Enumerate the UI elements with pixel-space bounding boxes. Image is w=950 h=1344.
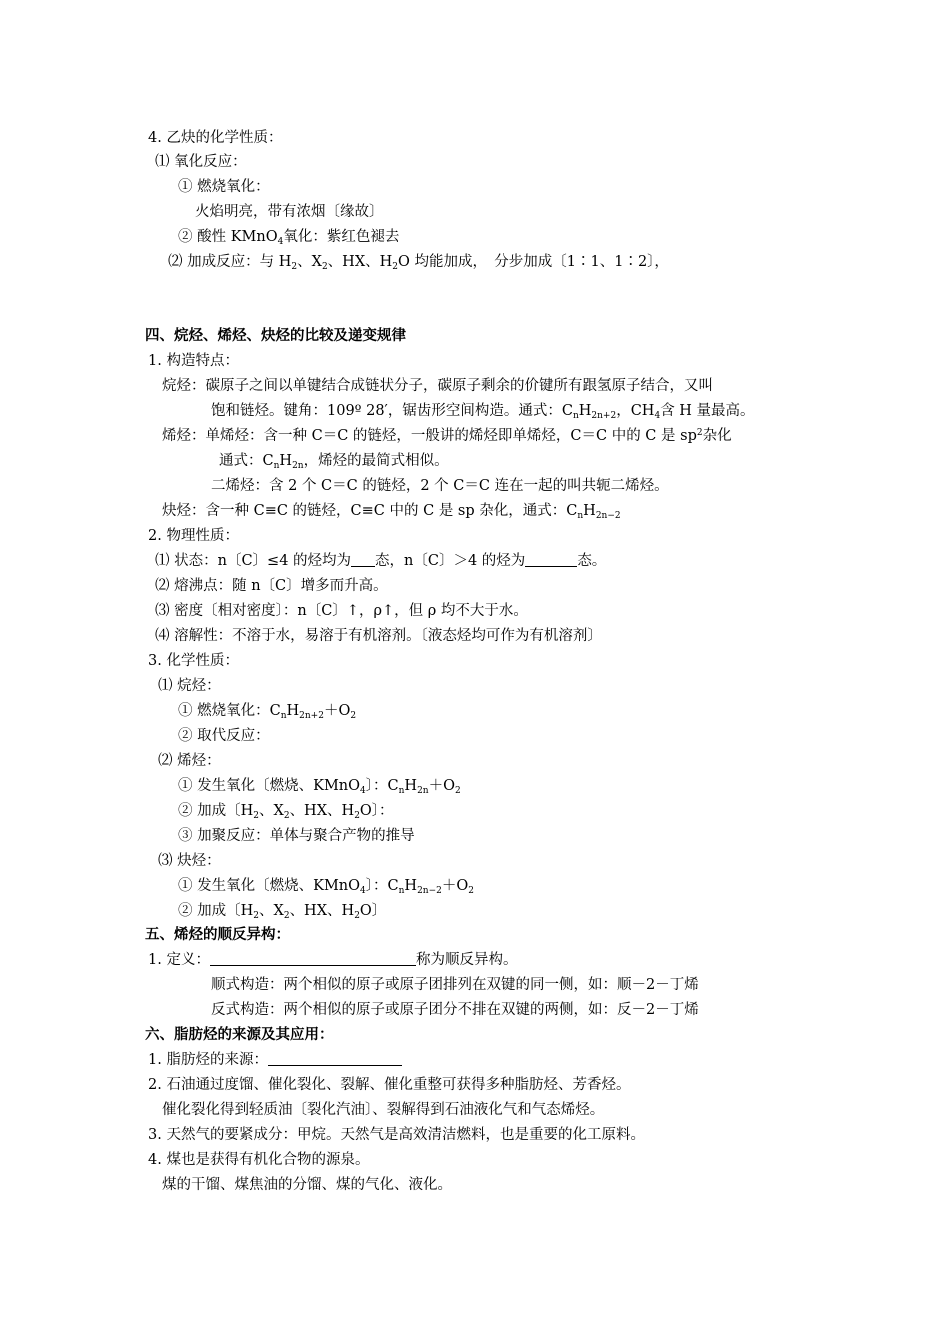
text: ，烯烃的最简式相似。 bbox=[303, 453, 449, 469]
alkane-heading: ⑴ 烷烃： bbox=[158, 678, 221, 694]
text: 称为顺反异构。 bbox=[415, 952, 518, 968]
definition-line bbox=[148, 950, 517, 970]
subscript: n bbox=[572, 411, 579, 421]
section-4-title: 四、烷烃、烯烃、炔烃的比较及递变规律 bbox=[145, 327, 406, 344]
subscript: 2 bbox=[392, 262, 399, 272]
alkene-addition bbox=[178, 801, 394, 821]
text: H bbox=[279, 453, 293, 469]
structure-heading: 1. 构造特点： bbox=[148, 353, 239, 369]
text: 、X bbox=[259, 903, 284, 919]
subscript: n bbox=[398, 886, 405, 896]
text: 〕：C bbox=[365, 778, 399, 794]
text: 烯烃：单烯烃：含一种 C＝C 的链烃，一般讲的烯烃即单烯烃，C＝C 中的 C 是 sp bbox=[162, 428, 697, 444]
text: ⑴ 状态：n〔C〕≤4 的烃均为 bbox=[155, 553, 352, 569]
text: ① 燃烧氧化：C bbox=[178, 703, 281, 719]
alkene-description-line1 bbox=[162, 426, 732, 446]
superscript: 2 bbox=[696, 428, 703, 438]
chemical-properties-heading: 3. 化学性质： bbox=[148, 653, 239, 669]
subscript: 2n bbox=[292, 461, 304, 471]
trans-structure: 反式构造：两个相似的原子或原子团分不排在双键的两侧，如：反－2－丁烯 bbox=[211, 1002, 699, 1018]
text: 杂化 bbox=[702, 428, 732, 444]
text: ① 发生氧化〔燃烧、KMnO bbox=[178, 778, 361, 794]
alkane-description-line2 bbox=[211, 401, 755, 421]
fill-blank[interactable] bbox=[525, 552, 577, 567]
source-line bbox=[148, 1050, 402, 1070]
text: 、HX、H bbox=[289, 903, 355, 919]
text: 、X bbox=[259, 803, 284, 819]
alkene-formula-line bbox=[219, 451, 449, 471]
boiling-point-line: ⑵ 熔沸点：随 n〔C〕增多而升高。 bbox=[155, 578, 388, 594]
cis-structure: 顺式构造：两个相似的原子或原子团排列在双键的同一侧，如：顺－2－丁烯 bbox=[211, 977, 699, 993]
subscript: n bbox=[273, 461, 280, 471]
text: H bbox=[404, 878, 418, 894]
solubility-line: ⑷ 溶解性：不溶于水，易溶于有机溶剂。〔液态烃均可作为有机溶剂〕 bbox=[155, 628, 602, 644]
text: ② 酸性 KMnO bbox=[178, 229, 278, 245]
section-5-title: 五、烯烃的顺反异构： bbox=[145, 926, 290, 943]
text: 〕：C bbox=[365, 878, 399, 894]
text: H bbox=[286, 703, 300, 719]
substitution-reaction: ② 取代反应： bbox=[178, 728, 270, 744]
text: 炔烃：含一种 C≡C 的链烃，C≡C 中的 C 是 sp 杂化，通式：C bbox=[162, 503, 578, 519]
addition-reaction-line bbox=[168, 252, 669, 272]
alkyne-description bbox=[162, 501, 621, 521]
coal-line2: 煤的干馏、煤焦油的分馏、煤的气化、液化。 bbox=[162, 1177, 452, 1193]
petroleum-line2: 催化裂化得到轻质油〔裂化汽油〕、裂解得到石油液化气和气态烯烃。 bbox=[162, 1102, 605, 1118]
fill-blank[interactable] bbox=[268, 1051, 402, 1066]
kmno4-oxidation-item bbox=[178, 227, 399, 247]
subscript: 2n bbox=[417, 786, 429, 796]
text: 饱和链烃。键角：109º 28′，锯齿形空间构造。通式：C bbox=[211, 403, 573, 419]
subscript: 2 bbox=[283, 811, 290, 821]
text: H bbox=[583, 503, 596, 519]
text: 、HX、H bbox=[327, 254, 393, 270]
acetylene-properties-heading: 4. 乙炔的化学性质： bbox=[148, 130, 283, 146]
text: ＋O bbox=[441, 878, 469, 894]
polymerization-reaction: ③ 加聚反应：单体与聚合产物的推导 bbox=[178, 828, 415, 844]
text: ② 加成〔H bbox=[178, 803, 254, 819]
subscript: 2 bbox=[468, 886, 474, 896]
text: 、X bbox=[297, 254, 322, 270]
flame-description: 火焰明亮，带有浓烟〔缘故〕 bbox=[195, 204, 384, 220]
subscript: 2 bbox=[253, 911, 259, 921]
section-6-title: 六、脂肪烃的来源及其应用： bbox=[145, 1026, 334, 1043]
oxidation-heading: ⑴ 氧化反应： bbox=[155, 154, 247, 170]
subscript: 2 bbox=[350, 711, 357, 721]
text: ＋O bbox=[323, 703, 351, 719]
petroleum-line1: 2. 石油通过度馏、催化裂化、裂解、催化重整可获得多种脂肪烃、芳香烃。 bbox=[148, 1077, 631, 1093]
state-line bbox=[155, 551, 606, 571]
combustion-item: ① 燃烧氧化： bbox=[178, 179, 270, 195]
subscript: 2n−2 bbox=[417, 886, 442, 896]
alkyne-oxidation bbox=[178, 876, 474, 896]
text: ，CH bbox=[616, 403, 655, 419]
text: O 均能加成， 分步加成〔1∶1、1∶2〕， bbox=[398, 254, 669, 270]
subscript: 4 bbox=[360, 786, 366, 796]
subscript: 4 bbox=[360, 886, 366, 896]
subscript: 2n−2 bbox=[595, 511, 621, 521]
alkyne-addition bbox=[178, 901, 386, 921]
alkane-combustion bbox=[178, 701, 356, 721]
fill-blank[interactable] bbox=[210, 951, 416, 966]
subscript: 2 bbox=[454, 786, 461, 796]
subscript: 2 bbox=[321, 262, 328, 272]
physical-properties-heading: 2. 物理性质： bbox=[148, 528, 239, 544]
alkene-heading: ⑵ 烯烃： bbox=[158, 753, 221, 769]
subscript: 2 bbox=[291, 262, 298, 272]
text: 、HX、H bbox=[289, 803, 355, 819]
subscript: 2 bbox=[253, 811, 259, 821]
text: 含 H 量最高。 bbox=[660, 403, 755, 419]
text: 态。 bbox=[577, 553, 607, 569]
text: 氧化：紫红色褪去 bbox=[283, 229, 400, 245]
subscript: 2 bbox=[354, 911, 360, 921]
text: 态，n〔C〕＞4 的烃为 bbox=[375, 553, 526, 569]
text: H bbox=[404, 778, 418, 794]
text: O〕： bbox=[359, 803, 394, 819]
subscript: 2 bbox=[354, 811, 360, 821]
text: 1. 定义： bbox=[148, 952, 210, 968]
text: ⑵ 加成反应：与 H bbox=[168, 254, 292, 270]
alkane-description-line1: 烷烃：碳原子之间以单键结合成链状分子，碳原子剩余的价键所有跟氢原子结合，又叫 bbox=[162, 378, 713, 394]
text: ＋O bbox=[428, 778, 455, 794]
text: 通式：C bbox=[219, 453, 274, 469]
subscript: n bbox=[280, 711, 287, 721]
text: H bbox=[578, 403, 592, 419]
text: O〕 bbox=[359, 903, 387, 919]
text: ① 发生氧化〔燃烧、KMnO bbox=[178, 878, 361, 894]
alkyne-heading: ⑶ 炔烃： bbox=[158, 853, 221, 869]
subscript: 2n+2 bbox=[591, 411, 617, 421]
density-line: ⑶ 密度〔相对密度〕：n〔C〕↑，ρ↑，但 ρ 均不大于水。 bbox=[155, 603, 528, 619]
text: ② 加成〔H bbox=[178, 903, 254, 919]
subscript: n bbox=[398, 786, 405, 796]
text: 1. 脂肪烃的来源： bbox=[148, 1052, 268, 1068]
natural-gas-line: 3. 天然气的要紧成分：甲烷。天然气是高效清洁燃料，也是重要的化工原料。 bbox=[148, 1127, 645, 1143]
subscript: 4 bbox=[277, 237, 284, 247]
subscript: 2 bbox=[283, 911, 290, 921]
coal-line1: 4. 煤也是获得有机化合物的源泉。 bbox=[148, 1152, 370, 1168]
subscript: 2n+2 bbox=[299, 711, 324, 721]
subscript: 4 bbox=[654, 411, 661, 421]
alkene-oxidation bbox=[178, 776, 461, 796]
diene-description: 二烯烃：含 2 个 C＝C 的链烃，2 个 C＝C 连在一起的叫共轭二烯烃。 bbox=[211, 478, 669, 494]
subscript: n bbox=[577, 511, 584, 521]
fill-blank[interactable] bbox=[351, 552, 375, 567]
